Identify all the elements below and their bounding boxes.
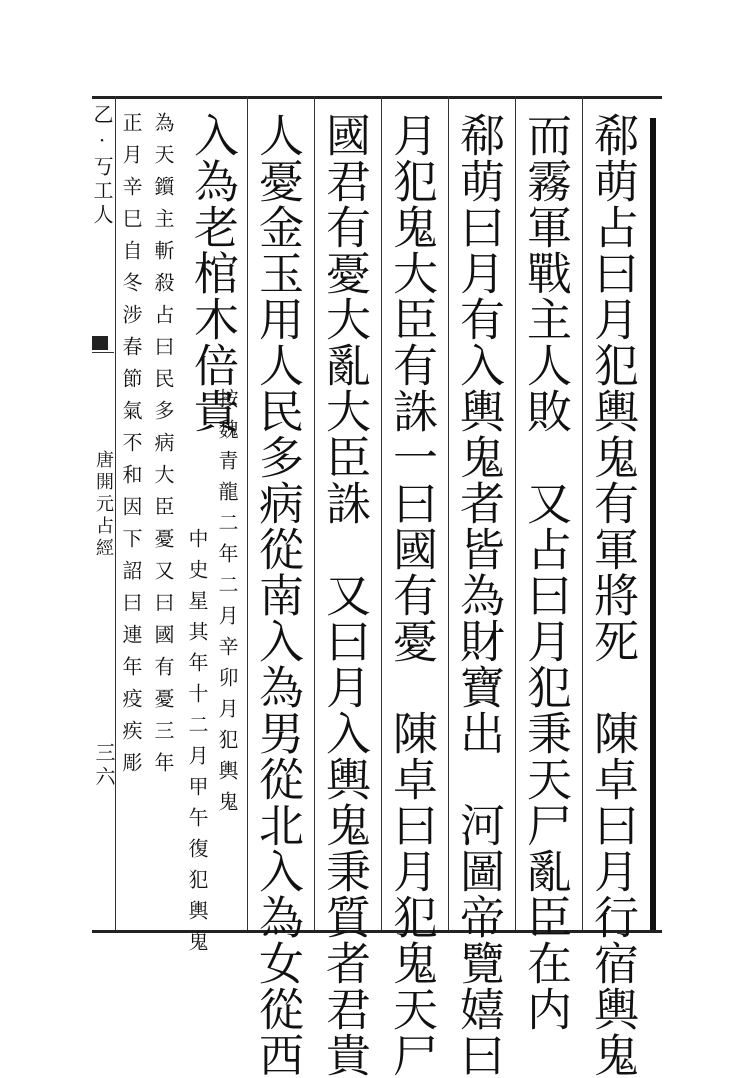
frame-right-border: [650, 118, 656, 930]
text-column-3: 郗萌曰月有入輿鬼者皆為財寶出 河圖帝覽嬉曰: [452, 112, 505, 1078]
annotation-column-b: 正月辛巳自冬涉春節氣不和因下詔曰連年疫疾彫: [119, 112, 143, 784]
annotation-column-a: 為天鑕主斬殺占曰民多病大臣憂又曰國有憂三年: [151, 112, 175, 784]
column-rule: [448, 96, 449, 930]
text-column-2: 而霧軍戰主人敗 又占曰月犯秉天尸亂臣在内: [519, 112, 572, 1032]
annotation-column-upper: 按魏青龍二年二月辛卯月犯輿鬼: [215, 388, 239, 822]
column-rule: [515, 96, 516, 930]
column-rule: [247, 96, 248, 930]
annotation-column-lower: 中史星其年十二月甲午復犯輿鬼: [185, 528, 209, 962]
column-rule: [115, 96, 116, 930]
fish-tail-mark: [92, 336, 108, 350]
margin-top-text: 乙·丂工人: [90, 104, 114, 228]
frame-bottom-rule: [92, 930, 662, 933]
fish-tail-rule: [92, 352, 114, 353]
text-column-6: 人憂金玉用人民多病從南入為男從北入為女從西: [251, 112, 304, 1078]
text-column-1: 郗萌占曰月犯輿鬼有軍將死 陳卓曰月行宿輿鬼: [586, 112, 639, 1078]
column-rule: [381, 96, 382, 930]
text-column-5: 國君有憂大亂大臣誅 又曰月入輿鬼秉質者君貴: [318, 112, 371, 1078]
margin-chapter-title: 唐開元占經: [93, 450, 114, 560]
column-rule: [582, 96, 583, 930]
frame-top-rule: [92, 96, 662, 99]
column-rule: [314, 96, 315, 930]
margin-page-number: 三六: [92, 742, 116, 790]
text-column-7: 入為老棺木倍貴: [186, 112, 239, 434]
text-column-4: 月犯鬼大臣有誅一曰國有憂 陳卓曰月犯鬼天尸: [385, 112, 438, 1078]
